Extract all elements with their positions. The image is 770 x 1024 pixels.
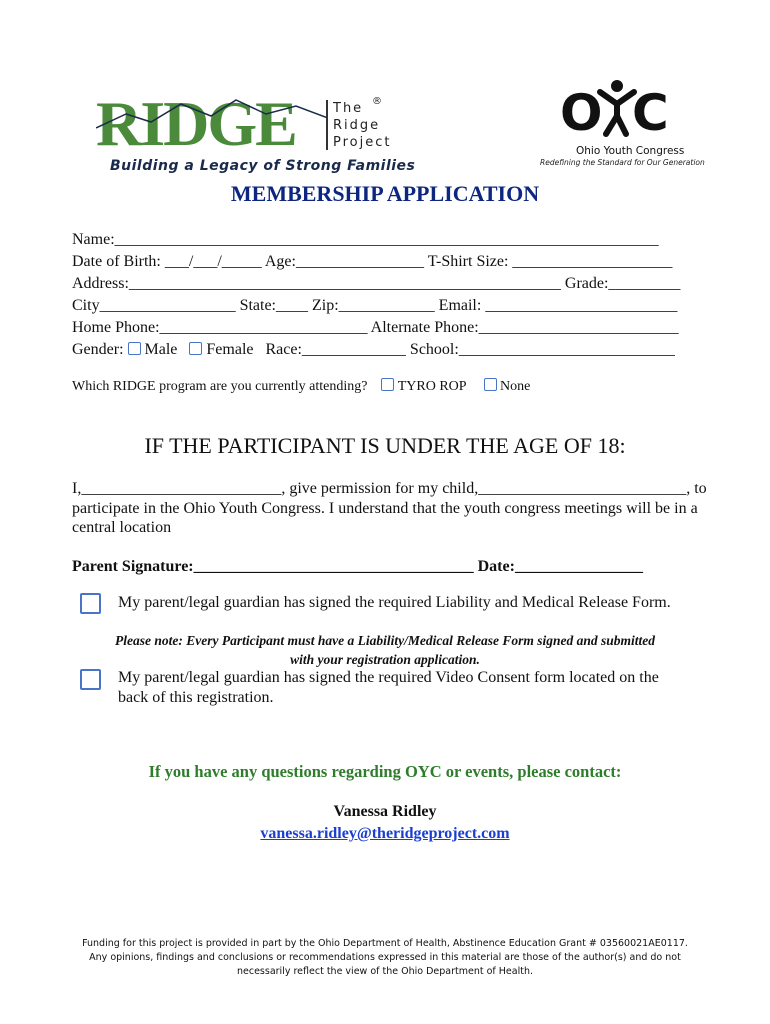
oyc-logo-o: O: [560, 84, 603, 140]
page-title: MEMBERSHIP APPLICATION: [230, 181, 540, 206]
contact-email-link[interactable]: vanessa.ridley@theridgeproject.com: [260, 825, 510, 842]
ridge-tagline: Building a Legacy of Strong Families: [110, 158, 416, 174]
liability-checkbox[interactable]: [80, 593, 101, 614]
liability-label: My parent/legal guardian has signed the required Liability and Medical Release Form.: [118, 594, 671, 611]
name-field[interactable]: Name:____________________________________________________________________: [72, 231, 659, 248]
ridge-logo-subtitle: [333, 100, 391, 151]
gender-female-label: Female: [206, 341, 254, 358]
address-grade-row[interactable]: Address:______________________________________________________ Grade:_________: [72, 275, 681, 292]
funding-footer: Funding for this project is provided in part by the Ohio Department of Health, Abstinence Education Grant # 03560021AE0117. Any opinions, findings and conclusions or recommendations expressed in this material are those of the author(s) and do not necessarily reflect the view of the Ohio Department of Health.: [82, 938, 688, 977]
gender-male-checkbox[interactable]: [128, 342, 141, 355]
gender-label: Gender:: [72, 341, 124, 358]
ridge-mountain-line: [96, 96, 328, 136]
program-question-row: [72, 378, 530, 395]
contact-email-wrapper: [0, 825, 770, 843]
contact-heading: If you have any questions regarding OYC or events, please contact:: [148, 762, 622, 781]
registered-mark: ®: [372, 96, 382, 107]
dob-age-tshirt-row[interactable]: Date of Birth: ___/___/_____ Age:________________ T-Shirt Size: ____________________: [72, 253, 673, 270]
note-line-2: with your registration application.: [290, 652, 480, 667]
video-consent-checkbox[interactable]: [80, 669, 101, 690]
ridge-logo-divider: [326, 100, 328, 150]
oyc-logo-c: C: [632, 84, 669, 140]
gender-male-label: Male: [144, 341, 178, 358]
tyro-rop-label: TYRO ROP: [397, 379, 467, 394]
tyro-rop-checkbox[interactable]: [381, 378, 394, 391]
oyc-logo: [560, 78, 670, 140]
registration-note: [0, 631, 770, 669]
program-question: Which RIDGE program are you currently attending?: [72, 379, 368, 394]
ridge-side-project: Project: [333, 135, 392, 150]
video-consent-label: My parent/legal guardian has signed the required Video Consent form located on the back of this registration.: [118, 669, 659, 706]
gender-race-school-row: [72, 340, 675, 360]
ridge-side-ridge: Ridge: [333, 118, 381, 133]
ridge-logo-wordmark: RIDGE: [96, 88, 296, 159]
oyc-logo-head: [611, 80, 623, 92]
parent-signature-row[interactable]: Parent Signature:___________________________________ Date:________________: [72, 558, 643, 575]
none-checkbox[interactable]: [484, 378, 497, 391]
phone-row[interactable]: Home Phone:__________________________ Alternate Phone:_________________________: [72, 319, 679, 336]
oyc-tagline: Redefining the Standard for Our Generation: [540, 158, 705, 167]
note-line-1: Please note: Every Participant must have a Liability/Medical Release Form signed and submitted: [115, 633, 655, 648]
ridge-side-the: The: [333, 101, 364, 116]
race-school-fields[interactable]: Race:_____________ School:___________________________: [265, 341, 675, 358]
oyc-logo-figure: [600, 92, 634, 134]
oyc-name: Ohio Youth Congress: [576, 145, 685, 157]
gender-female-checkbox[interactable]: [189, 342, 202, 355]
under-18-heading: IF THE PARTICIPANT IS UNDER THE AGE OF 18:: [144, 433, 626, 458]
none-label: None: [500, 379, 531, 394]
permission-statement[interactable]: I,_________________________, give permission for my child,__________________________, to participate in the Ohio Youth Congress. I understand that the youth congress meetings will be in a central location: [72, 480, 707, 536]
city-state-zip-email-row[interactable]: City_________________ State:____ Zip:____________ Email: ________________________: [72, 297, 678, 314]
contact-name: Vanessa Ridley: [333, 803, 437, 820]
